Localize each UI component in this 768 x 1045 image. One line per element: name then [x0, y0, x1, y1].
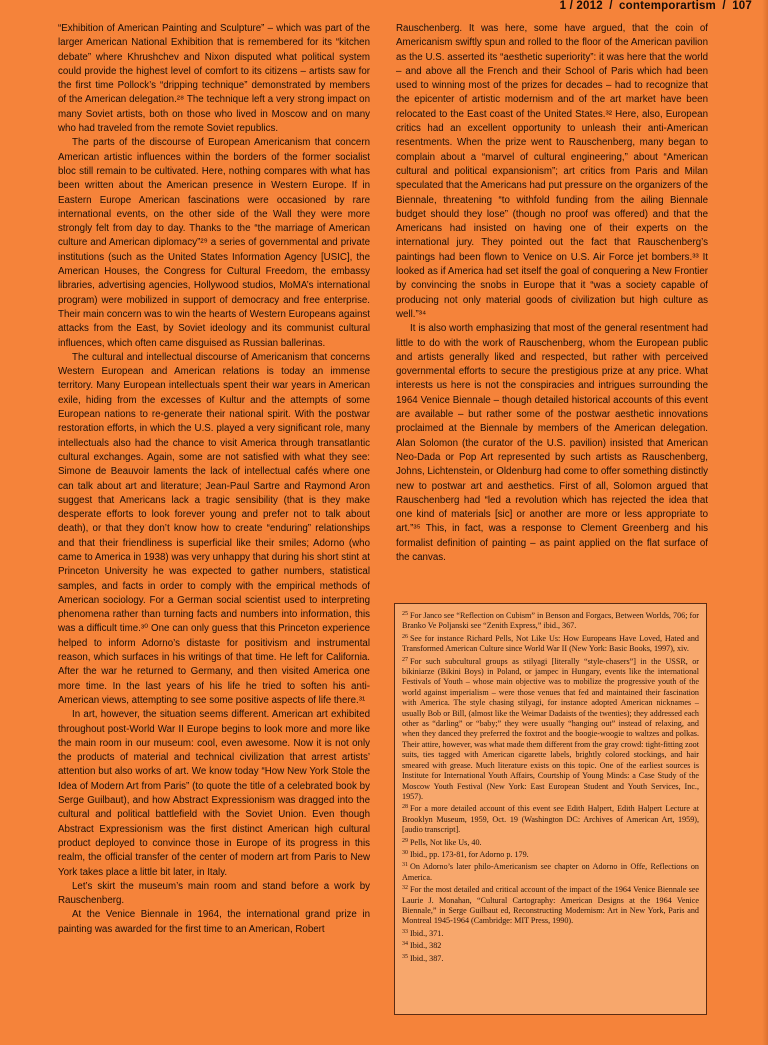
body-paragraph: It is also worth emphasizing that most of the general resentment had little to do with the work of Rauschenberg, whom the European public and artists generally liked and respected, but rather with perceived governmental efforts to secure the prestigious prize at any price. What interests us here is not the conspiracies and intrigues surrounding the 1964 Venice Biennale – though detailed historical accounts of this event are available – but rather some of the postwar aesthetic innovations proclaimed at the Biennale by members of the American delegation. Alan Solomon (the curator of the U.S. pavilion) insisted that American Neo-Dada or Pop Art represented by such artists as Rauschenberg, Johns, Lichtenstein, or Oldenburg had come to offer something distinctly new to postwar art and aesthetics. First of all, Solomon argued that Rauschenberg had “led a revolution which has rejected the idea that one kind of materials [sic] or another are more or less appropriate to art.”³⁵ This, in fact, was a response to Clement Greenberg and his formalist definition of painting – as paint applied on the flat surface of the canvas.: [396, 323, 708, 563]
header-separator: /: [609, 0, 613, 12]
footnote-number: 30: [402, 849, 408, 856]
footnote: [402, 802, 699, 835]
footnote: [402, 939, 699, 951]
footnote-number: 25: [402, 611, 408, 617]
body-paragraph: Let’s skirt the museum’s main room and stand before a work by Rauschenberg.: [58, 880, 370, 907]
footnote-text: For a more detailed account of this event see Edith Halpert, Edith Halpert Lecture at Brooklyn Museum, 1959, Oct. 19 (Washington DC: Archives of American Art, 1959), [audio transcript].: [402, 804, 699, 835]
header-separator-2: /: [722, 0, 726, 12]
body-paragraph: The cultural and intellectual discourse of Americanism that concerns Western European and American relations is today an immense territory. Many European intellectuals spent their war years in American exile, hiding from the excesses of Kultur and the attempts of some European nations to re-generate their national spirit. With the postwar restoration efforts, in which the U.S. played a very significant role, many intellectuals also had the chance to visit America through transatlantic cultural exchanges. Again, some are not satisfied with what they see: Simone de Beauvoir laments the lack of intellectual cafés where one can talk about art and literature; Jean-Paul Sartre and Raymond Aron suggest that Americans lack a tragic sensibility (that is they make desperate efforts to look forever young and prefer not to talk about death), or that they don’t know how to create “enduring” relationships and that their friendliness is superficial like their smiles; Adorno (who came to America in 1938) was very unhappy that during his short stint at Princeton University he was expected to gather numbers, statistical samples, and facts in order to comply with the empirical methods of American sociology. For a German social scientist used to interpreting phenomena rather than turning facts and numbers into information, this was a difficult time.³⁰ One can only guess that this Princeton experience helped to inform Adorno’s distaste for positivism and instrumental reason, which surfaces in his writings of that time. He left for California. After the war he returned to Germany, and then visited America one more time. In the last years of his life he tried to soften his anti-American views, attempting to see some positive aspects of life there.³¹: [58, 351, 370, 706]
footnotes-box: [394, 603, 707, 1015]
footnote-number: 31: [402, 862, 408, 869]
right-column: [396, 22, 708, 565]
footnote-text: For such subcultural groups as stilyagi [literally “style-chasers”] in the USSR, or bikiniarze (Bikini Boys) in Poland, or jampec in Hungary, events like the international Festivals of Youth – whose main objective was to mobilize the progressive youth of the world against imperialism – were those venues that fed and maintained their fascination with America. The style chasing stilyagi, for instance adopted American nicknames – usually Bob or Bill, (almost like the Weimar Dadaists of the twenties); they addressed each other as “darling” or “baby;” they were usually “hanging out” instead of relaxing, and when they danced they preferred the foxtrot and the boogie-woogie to waltzes and polkas. Their attire, however, was what made them different from the gray crowd: tight-fitting zoot suits, ties tagged with American cigarette labels, brightly colored stockings, and hair smeared with grease. Much literature exists on this topic. One of the earliest sources is Institute for International Youth Affairs, Courtship of Young Minds: a Case Study of the Moscow Youth Festival (New York: East European Student and Youth Services, Inc., 1957).: [402, 656, 699, 801]
footnote-text: Ibid., 382: [410, 941, 442, 951]
body-paragraph: In art, however, the situation seems different. American art exhibited throughout post-World War II Europe begins to look more and more like the main room in our museum: cool, even awesome. Now it is not only the products of material and technical civilization that arrest artists’ attention but also works of art. We know today “How New York Stole the Idea of Modern Art from Paris” (to quote the title of a celebrated book by Serge Guilbaut), and how Abstract Expressionism was dragged into the cultural and political battlefield with the Soviet Union. Even though Abstract Expressionism was the first distinct American high cultural product deployed to convince those in Europe of its progress in this realm, the official transfer of the center of modern art from Paris to New York takes place a little bit later, in Italy.: [58, 709, 370, 878]
issue-number: 1 / 2012: [559, 0, 603, 12]
body-paragraph: The parts of the discourse of European Americanism that concern American artistic influences within the borders of the former socialist bloc still remain to be cultivated. Here, nothing compares with what has been written about the American presence in Western Europe. If in Eastern Europe American fascinations were occasioned by rare international events, on the other side of the Wall they were more strongly felt from day to day. Thanks to the “the marriage of American culture and American diplomacy”²⁹ a series of governmental and private institutions (such as the United States Information Agency [USIC], the American Houses, the Congress for Cultural Freedom, the embassy libraries, advertising agencies, Hollywood studios, MoMA’s international program) were mobilized in support of democracy and free enterprise. Their main concern was to win the hearts of Western Europeans against attacks from the East, by Soviet ideology and its communist cultural influences, which often came disguised as Russian ballerinas.: [58, 137, 370, 349]
footnote-number: 27: [402, 656, 408, 663]
footnote-text: Ibid., 387.: [410, 953, 444, 963]
footnote-number: 32: [402, 885, 408, 892]
footnote: [402, 655, 699, 803]
left-column: [58, 22, 370, 937]
footnote-number: 35: [402, 953, 408, 960]
body-paragraph: “Exhibition of American Painting and Sculpture” – which was part of the larger American National Exhibition that is remembered for its “kitchen debate” where Khrushchev and Nixon disputed what political system could provide the highest level of comfort to its citizens – artists saw for the first time Pollock’s “dripping technique” demonstrated by members of the American delegation.²⁸ The technique left a very strong impact on many Soviet artists, both on those who lived in Moscow and on many who had traveled from the remote Soviet republics.: [58, 23, 370, 135]
footnote: [402, 883, 699, 927]
footnote-text: Pells, Not like Us, 40.: [410, 837, 482, 847]
footnote: [402, 632, 699, 655]
footnote-number: 28: [402, 804, 408, 811]
footnote: [402, 609, 699, 632]
footnote-text: Ibid., pp. 173-81, for Adorno p. 179.: [410, 849, 529, 859]
footnote: [402, 952, 699, 964]
footnote-number: 33: [402, 928, 408, 935]
footnote-number: 29: [402, 837, 408, 844]
footnote: [402, 848, 699, 860]
page-number: 107: [732, 0, 752, 12]
footnote: [402, 836, 699, 848]
page-edge-shadow: [762, 0, 768, 1045]
footnote-text: On Adorno’s later philo-Americanism see chapter on Adorno in Offe, Reflections on America.: [402, 862, 699, 882]
body-paragraph: At the Venice Biennale in 1964, the international grand prize in painting was awarded for the first time to an American, Robert: [58, 909, 370, 935]
running-header: [560, 0, 752, 14]
footnote: [402, 860, 699, 883]
footnote-text: See for instance Richard Pells, Not Like Us: How Europeans Have Loved, Hated and Transformed American Culture since World War II (New York: Basic Books, 1997), xiv.: [402, 633, 699, 654]
body-paragraph: Rauschenberg. It was here, some have argued, that the coin of Americanism swiftly spun and rolled to the floor of the American pavilion as the U.S. asserted its “aesthetic superiority”: it was here that the world – and above all the French and their School of Paris which had been used to winning most of the prizes for decades – had to recognize that the epicenter of artistic modernism and of the art market have been relocated to the East coast of the United States.³² Here, also, European critics had an excellent opportunity to unleash their anti-American resentments. When the prize went to Rauschenberg, many began to complain about a “marvel of cultural engineering,” about “American cultural and political expansionism”; art critics from Paris and Milan speculated that the Americans had put pressure on the organizers of the Biennale, threatening “to withfold funding from the ailing Biennale budget should they lose” (though no proof was offered) and that the Americans had insisted on having one of their experts on the international jury. They pointed out the fact that Rauschenberg’s paintings had been flown to Venice on U.S. Air Force jet bombers.³³ It looked as if America had set itself the goal of conquering a New Frontier by convincing the snobs in Europe that it “was a society capable of producing not only material goods of civilization but high culture as well.”³⁴: [396, 23, 708, 320]
footnote-number: 34: [402, 941, 408, 948]
footnote-number: 26: [402, 633, 408, 640]
magazine-title: contemporartism: [619, 0, 716, 12]
footnote-text: Ibid., 371.: [410, 928, 444, 938]
footnote-text: For the most detailed and critical account of the impact of the 1964 Venice Biennale see Laurie J. Monahan, “Cultural Cartography: American Designs at the 1964 Venice Biennale,” in Serge Guilbaut ed, Reconstructing Modernism: Art in New York, Paris and Montreal 1945-1964 (Cambridge: MIT Press, 1990).: [402, 885, 699, 926]
footnote-text: For Janco see “Reflection on Cubism” in Benson and Forgacs, Between Worlds, 706; for Branko Ve Poljanski see “Zenith Express,” ibid., 367.: [402, 611, 699, 631]
footnote: [402, 927, 699, 939]
